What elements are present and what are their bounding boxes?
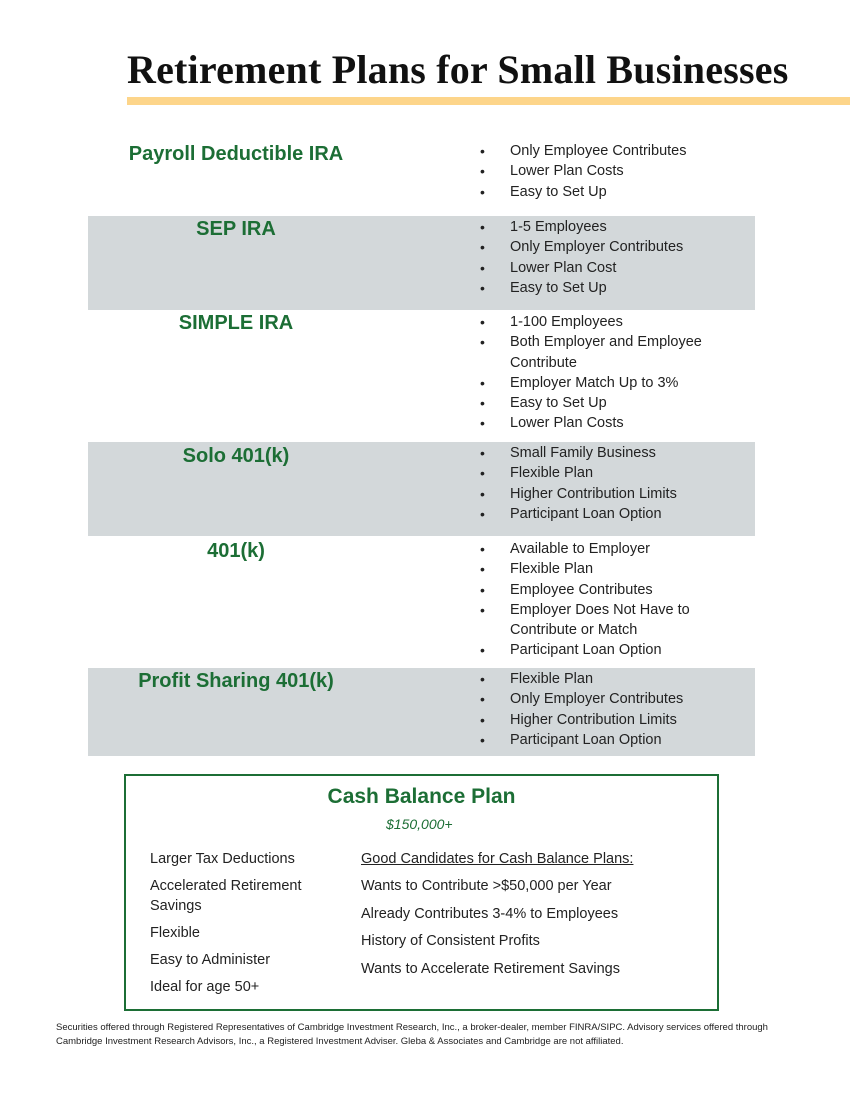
plan-feature: • Easy to Set Up [480,278,750,298]
page-title: Retirement Plans for Small Businesses [127,47,789,92]
title-underline [127,97,850,105]
plan-row-simple-ira [88,310,755,442]
plan-name: Payroll Deductible IRA [128,143,344,165]
plan-feature: • 1-100 Employees [480,312,750,332]
plan-name: SEP IRA [196,218,276,240]
plan-feature: • Flexible Plan [480,463,750,483]
plan-features-list [480,539,750,661]
plans-table [88,140,755,756]
candidate-item: Wants to Accelerate Retirement Savings [361,960,620,977]
benefit-item: Flexible [150,925,200,941]
plan-features-list [480,669,750,750]
cash-balance-amount: $150,000+ [386,816,453,832]
disclaimer-text: Securities offered through Registered Representatives of Cambridge Investment Research, Inc., a broker-dealer, member FINRA/SIPC. Advisory services offered through Cambridge Investment Research Advisors, Inc., a Registered Investment Adviser. Gleba & Associates and Cambridge are not affiliated. [56,1022,768,1047]
plan-features-list [480,217,750,298]
plan-name: Profit Sharing 401(k) [138,670,334,692]
plan-feature: • Employer Does Not Have to Contribute or Match [480,600,750,641]
plan-name: SIMPLE IRA [178,312,294,334]
plan-feature: • Easy to Set Up [480,393,750,413]
plan-feature: • Only Employee Contributes [480,141,750,161]
candidate-item: Wants to Contribute >$50,000 per Year [361,878,612,894]
plan-feature: • Lower Plan Costs [480,413,750,433]
plan-row-sep-ira [88,216,755,310]
plan-feature: • Participant Loan Option [480,730,750,750]
plan-features-list [480,443,750,524]
plan-feature: • Flexible Plan [480,559,750,579]
benefit-item: Accelerated Retirement Savings [150,878,302,914]
plan-features-list [480,141,750,202]
plan-feature: • Available to Employer [480,539,750,559]
plan-feature: • Easy to Set Up [480,182,750,202]
plan-feature: • Lower Plan Costs [480,161,750,181]
plan-features-list [480,312,750,434]
plan-feature: • Employer Match Up to 3% [480,373,750,393]
plan-name: 401(k) [207,540,265,562]
candidate-item: Already Contributes 3-4% to Employees [361,905,619,922]
cash-balance-benefits [150,849,335,1004]
benefit-item: Larger Tax Deductions [150,851,295,867]
plan-feature: • Only Employer Contributes [480,689,750,709]
plan-feature: • Higher Contribution Limits [480,710,750,730]
plan-feature: • Employee Contributes [480,580,750,600]
candidate-item: History of Consistent Profits [361,933,540,949]
plan-feature: • Participant Loan Option [480,504,750,524]
plan-feature: • Lower Plan Cost [480,258,750,278]
plan-row-profit-sharing-401k [88,668,755,756]
plan-feature: • Flexible Plan [480,669,750,689]
plan-feature: • Only Employer Contributes [480,237,750,257]
plan-row-payroll-deductible-ira [88,140,755,216]
plan-row-solo-401k [88,442,755,536]
benefit-item: Ideal for age 50+ [150,979,260,995]
plan-feature: • 1-5 Employees [480,217,750,237]
cash-balance-plan-box [124,774,719,1011]
cash-balance-candidates [361,849,701,986]
plan-row-401k [88,536,755,668]
plan-feature: • Higher Contribution Limits [480,484,750,504]
candidates-list [361,876,701,979]
candidates-heading: Good Candidates for Cash Balance Plans: [361,851,634,867]
plan-feature: • Small Family Business [480,443,750,463]
benefit-item: Easy to Administer [150,952,271,968]
plan-feature: • Participant Loan Option [480,640,750,660]
plan-feature: • Both Employer and Employee Contribute [480,332,750,373]
plan-name: Solo 401(k) [182,445,290,467]
cash-balance-title: Cash Balance Plan [327,785,516,808]
